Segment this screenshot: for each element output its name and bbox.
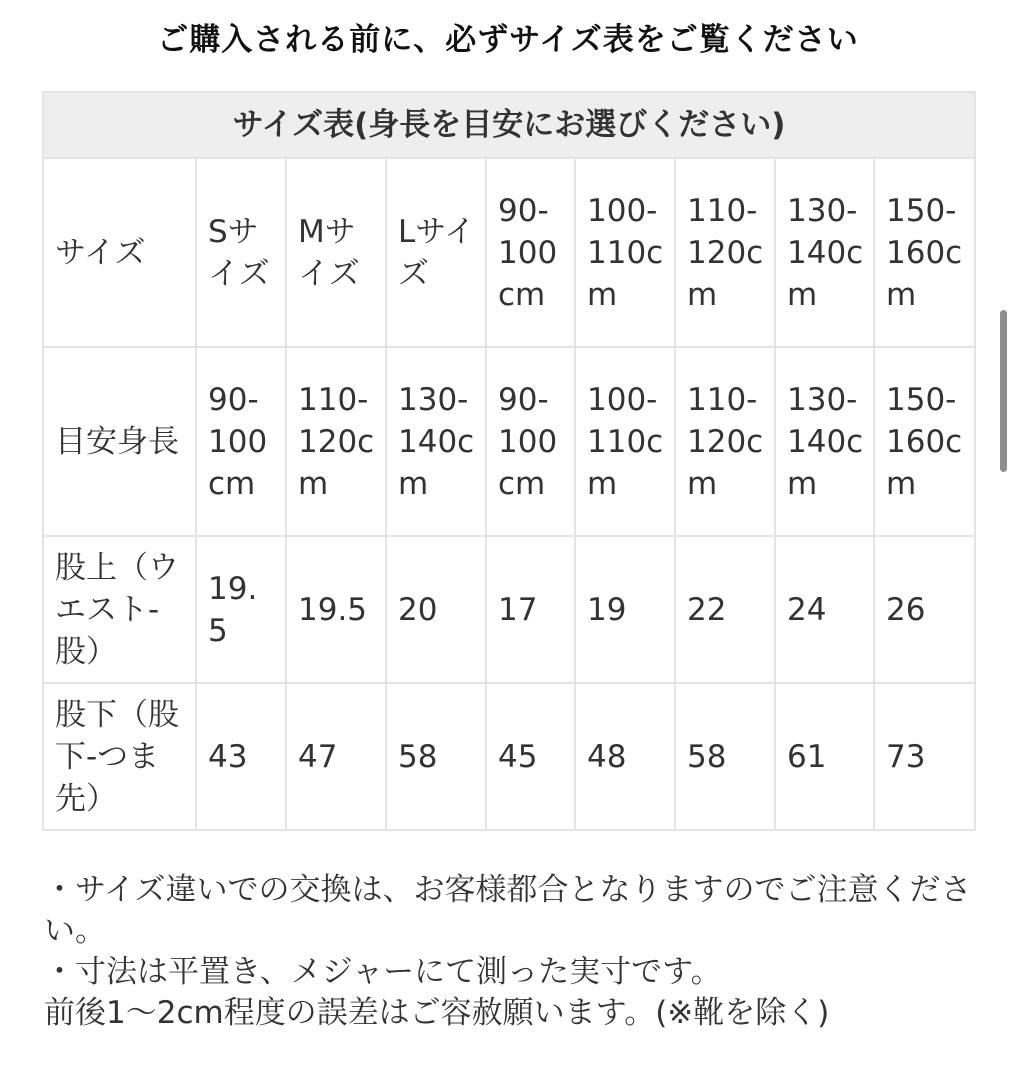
table-cell: 100-110cm: [575, 158, 675, 347]
table-cell: 130-140cm: [386, 347, 486, 536]
table-cell: 73: [874, 683, 975, 830]
scrollbar-thumb[interactable]: [1000, 310, 1007, 472]
table-cell: 20: [386, 536, 486, 683]
table-cell: 58: [675, 683, 775, 830]
table-cell: 90-100cm: [196, 347, 286, 536]
table-cell: 43: [196, 683, 286, 830]
table-row-inseam: [43, 683, 975, 830]
table-cell: 130-140cm: [775, 158, 874, 347]
table-cell: Lサイズ: [386, 158, 486, 347]
table-row-rise: [43, 536, 975, 683]
table-cell: 110-120cm: [286, 347, 386, 536]
table-cell: 47: [286, 683, 386, 830]
table-cell: 150-160cm: [874, 158, 975, 347]
row-label-rise: 股上（ウエスト-股）: [43, 536, 196, 683]
table-cell: 110-120cm: [675, 347, 775, 536]
table-cell: 100-110cm: [575, 347, 675, 536]
table-row-size: [43, 158, 975, 347]
table-cell: 17: [486, 536, 575, 683]
table-cell: 19.5: [286, 536, 386, 683]
table-cell: 19.5: [196, 536, 286, 683]
table-cell: 19: [575, 536, 675, 683]
table-cell: 48: [575, 683, 675, 830]
page-heading: ご購入される前に、必ずサイズ表をご覧ください: [157, 22, 859, 58]
table-title: サイズ表(身長を目安にお選びください): [43, 92, 975, 158]
notes: [44, 870, 974, 1034]
note-tolerance: 前後1〜2cm程度の誤差はご容赦願います。(※靴を除く): [44, 995, 830, 1031]
note-measurement: ・寸法は平置き、メジャーにて測った実寸です。: [44, 954, 722, 990]
table-cell: 26: [874, 536, 975, 683]
table-cell: 61: [775, 683, 874, 830]
row-label-inseam: 股下（股下-つま先）: [43, 683, 196, 830]
table-cell: 150-160cm: [874, 347, 975, 536]
size-table: [42, 91, 976, 831]
table-cell: 110-120cm: [675, 158, 775, 347]
table-row-height: [43, 347, 975, 536]
table-cell: 22: [675, 536, 775, 683]
table-cell: Sサイズ: [196, 158, 286, 347]
note-exchange: ・サイズ違いでの交換は、お客様都合となりますのでご注意ください。: [44, 872, 972, 949]
table-cell: 90-100cm: [486, 158, 575, 347]
table-cell: 24: [775, 536, 874, 683]
table-cell: 130-140cm: [775, 347, 874, 536]
row-label-size: サイズ: [43, 158, 196, 347]
table-cell: 58: [386, 683, 486, 830]
table-cell: 90-100cm: [486, 347, 575, 536]
table-cell: Mサイズ: [286, 158, 386, 347]
table-cell: 45: [486, 683, 575, 830]
row-label-height: 目安身長: [43, 347, 196, 536]
